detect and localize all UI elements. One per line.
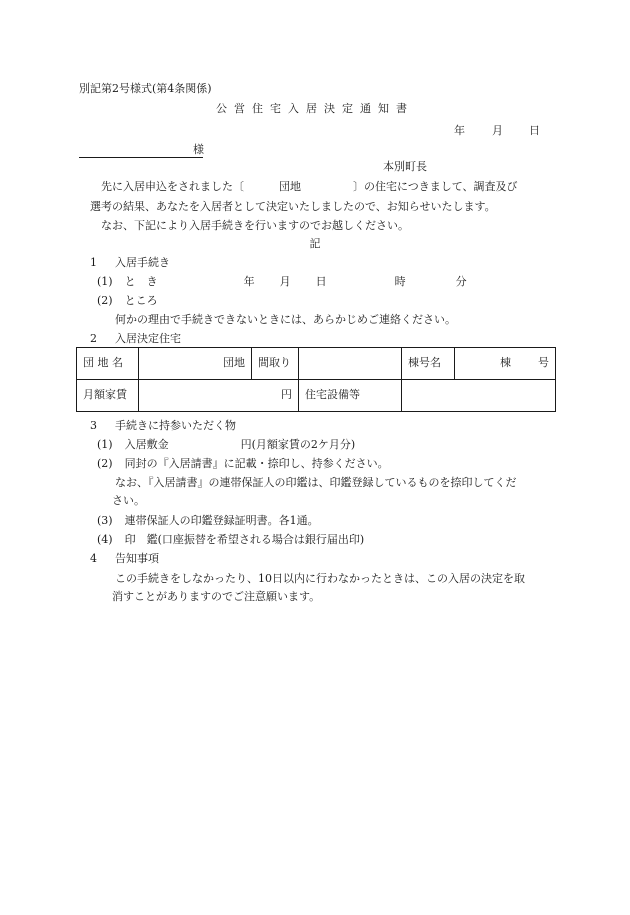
housing-table	[76, 347, 556, 412]
section-3-item-2-note-cont: さい。	[112, 494, 145, 507]
section-3-heading: 3 手続きに持参いただく物	[90, 419, 236, 432]
section-4-body-cont: 消すことがありますのでご注意願います。	[112, 590, 321, 603]
addressee-suffix: 様	[193, 143, 204, 156]
date-month: 月	[492, 124, 503, 137]
form-id: 別記第2号様式(第4条関係)	[79, 82, 212, 95]
section-1-item-2: (2) ところ	[97, 294, 158, 307]
section-3-item-2-note: なお、『入居請書』の連帯保証人の印鑑は、印鑑登録しているものを捺印してくだ	[115, 476, 517, 489]
ki-heading: 記	[309, 237, 321, 250]
section-1-note: 何かの理由で手続きできないときには、あらかじめご連絡ください。	[115, 313, 456, 326]
section-1-heading: 1 入居手続き	[90, 256, 170, 269]
body-paragraph-1: 先に入居申込をされました〔 団地 〕の住宅につきまして、調査及び	[101, 180, 518, 193]
equip-cell	[402, 380, 556, 412]
section-2-heading: 2 入居決定住宅	[90, 332, 181, 345]
body-paragraph-3: なお、下記により入居手続きを行いますのでお越しください。	[101, 219, 409, 232]
rent-label: 月額家賃	[77, 380, 139, 412]
table-row	[77, 348, 556, 380]
issuer: 本別町長	[383, 160, 427, 173]
date-line	[448, 124, 540, 138]
madori-label: 間取り	[252, 348, 299, 380]
tougou-cell: 棟 号	[455, 348, 556, 380]
danchi-cell: 団地	[139, 348, 252, 380]
danchi-label: 団 地 名	[77, 348, 139, 380]
section-3-item-1: (1) 入居敷金 円(月額家賃の2ケ月分)	[97, 438, 356, 451]
section-3-item-2: (2) 同封の『入居請書』に記載・捺印し、持参ください。	[97, 457, 389, 470]
addressee-underline	[79, 145, 203, 158]
section-3-item-3: (3) 連帯保証人の印鑑登録証明書。各1通。	[97, 514, 319, 527]
section-3-item-4: (4) 印 鑑(口座振替を希望される場合は銀行届出印)	[97, 533, 365, 546]
table-row	[77, 380, 556, 412]
equip-label: 住宅設備等	[299, 380, 402, 412]
rent-cell: 円	[139, 380, 299, 412]
tougou-label: 棟号名	[402, 348, 455, 380]
section-4-heading: 4 告知事項	[90, 552, 159, 565]
document-title: 公営住宅入居決定通知書	[216, 102, 414, 115]
date-year: 年	[454, 124, 465, 137]
date-day: 日	[529, 124, 540, 137]
body-paragraph-2: 選考の結果、あなたを入居者として決定いたしましたので、お知らせいたします。	[90, 200, 496, 213]
madori-cell	[299, 348, 402, 380]
section-4-body: この手続きをしなかったり、10日以内に行わなかったときは、この入居の決定を取	[115, 572, 525, 585]
section-1-item-1: (1) と き 年 月 日 時 分	[97, 275, 467, 288]
